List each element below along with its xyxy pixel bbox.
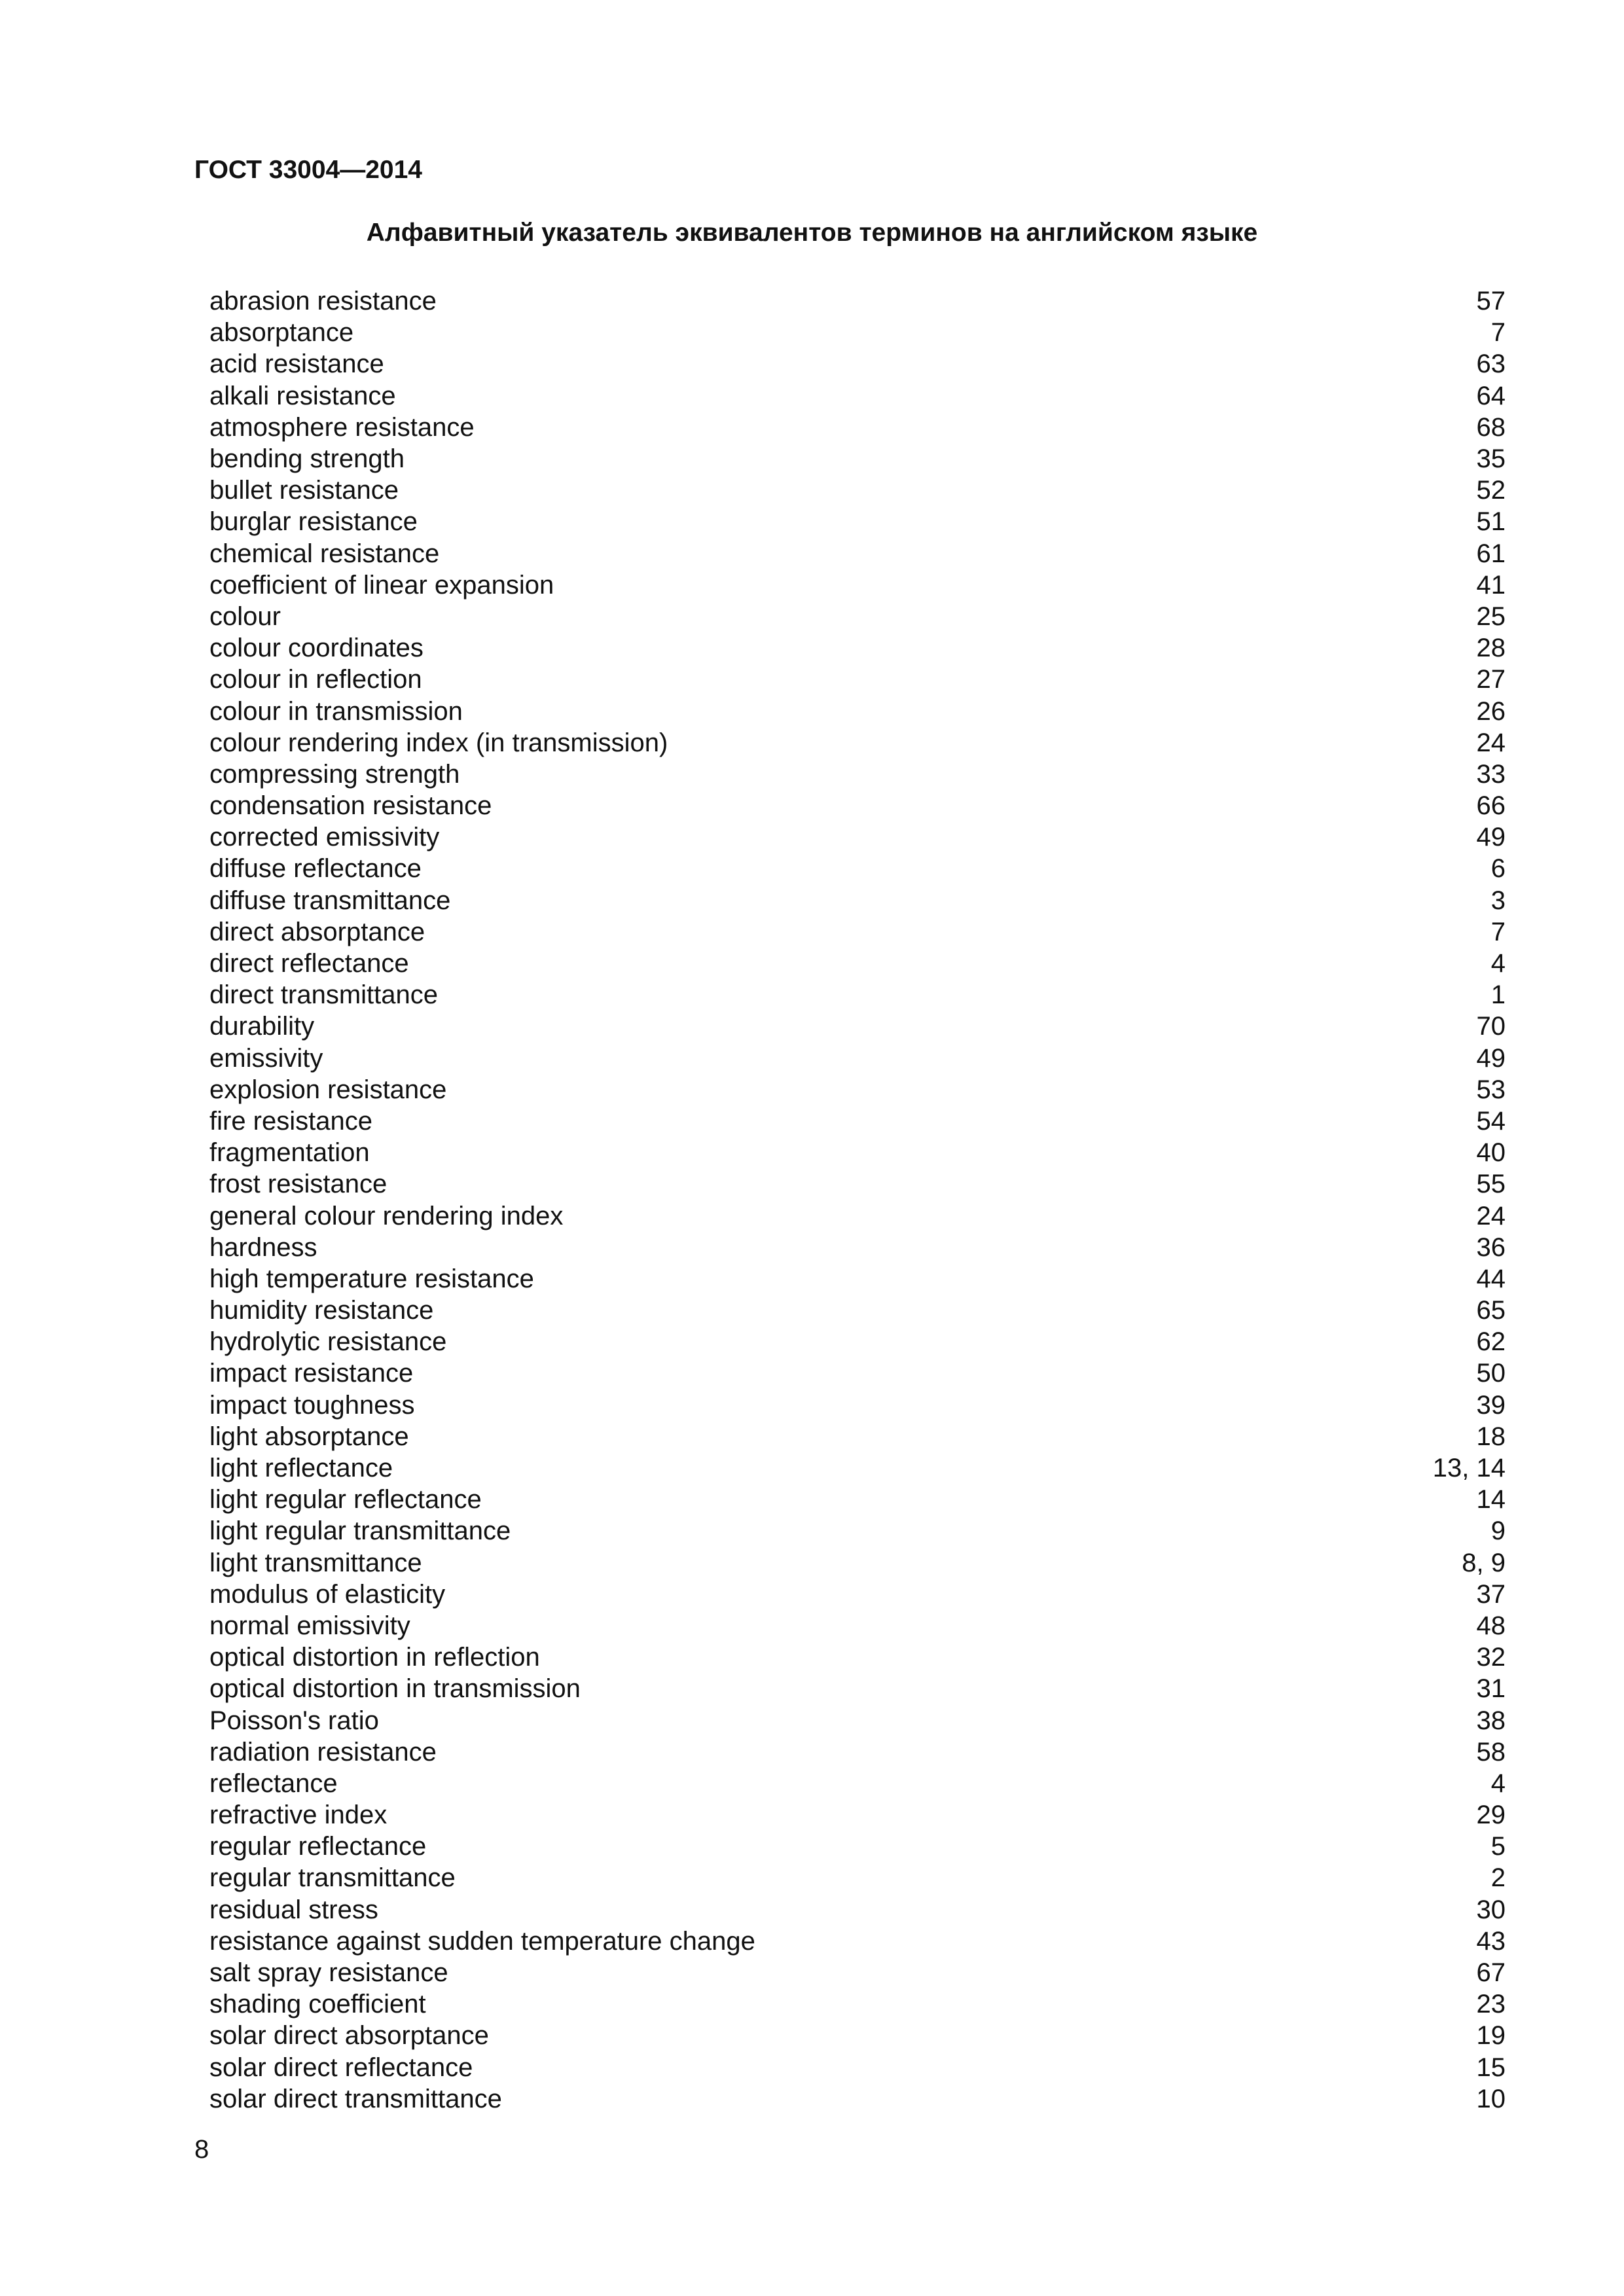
index-reference-number: 1 xyxy=(1490,980,1506,1010)
index-term: reflectance xyxy=(209,1768,338,1798)
index-term: explosion resistance xyxy=(209,1075,447,1104)
index-term: alkali resistance xyxy=(209,381,396,410)
index-entry xyxy=(209,1484,1506,1515)
index-term: bending strength xyxy=(209,444,405,474)
index-entry xyxy=(209,759,1506,790)
index-entry xyxy=(209,2020,1506,2051)
index-term: shading coefficient xyxy=(209,1990,426,2019)
index-entry xyxy=(209,569,1506,601)
index-reference-number: 68 xyxy=(1476,412,1506,442)
index-term: high temperature resistance xyxy=(209,1264,534,1293)
index-term: colour in transmission xyxy=(209,696,463,726)
index-reference-number: 55 xyxy=(1476,1170,1506,1199)
index-reference-number: 48 xyxy=(1476,1611,1506,1640)
index-entry xyxy=(209,1263,1506,1295)
index-reference-number: 4 xyxy=(1490,949,1506,978)
index-entry xyxy=(209,1421,1506,1452)
index-term: burglar resistance xyxy=(209,507,418,537)
index-entry xyxy=(209,538,1506,569)
index-reference-number: 51 xyxy=(1476,507,1506,537)
index-entry xyxy=(209,1515,1506,1547)
index-term: colour coordinates xyxy=(209,634,424,663)
index-entry xyxy=(209,1200,1506,1231)
index-reference-number: 6 xyxy=(1490,854,1506,884)
index-term: durability xyxy=(209,1012,315,1041)
index-reference-number: 54 xyxy=(1476,1106,1506,1136)
index-term: refractive index xyxy=(209,1801,388,1830)
index-reference-number: 3 xyxy=(1490,886,1506,915)
index-term: condensation resistance xyxy=(209,791,492,821)
index-entry xyxy=(209,1357,1506,1389)
index-reference-number: 43 xyxy=(1476,1926,1506,1956)
index-term: salt spray resistance xyxy=(209,1958,448,1988)
index-term: regular transmittance xyxy=(209,1863,456,1893)
page-number: 8 xyxy=(194,2135,209,2164)
index-term: emissivity xyxy=(209,1043,323,1073)
index-reference-number: 33 xyxy=(1476,759,1506,789)
index-term: hydrolytic resistance xyxy=(209,1327,447,1357)
index-reference-number: 26 xyxy=(1476,696,1506,726)
index-reference-number: 40 xyxy=(1476,1138,1506,1168)
index-term: humidity resistance xyxy=(209,1296,434,1325)
index-entry xyxy=(209,948,1506,979)
index-entry xyxy=(209,506,1506,537)
index-entry xyxy=(209,380,1506,412)
index-term: direct reflectance xyxy=(209,949,409,978)
index-reference-number: 49 xyxy=(1476,1043,1506,1073)
index-term: diffuse reflectance xyxy=(209,854,422,884)
index-term: light regular reflectance xyxy=(209,1485,482,1515)
index-reference-number: 62 xyxy=(1476,1327,1506,1357)
index-entry xyxy=(209,885,1506,916)
index-entry xyxy=(209,348,1506,380)
index-reference-number: 52 xyxy=(1476,476,1506,505)
index-entry xyxy=(209,1862,1506,1893)
index-reference-number: 27 xyxy=(1476,665,1506,694)
index-term: light regular transmittance xyxy=(209,1516,511,1546)
index-term: light absorptance xyxy=(209,1422,409,1451)
index-term: fragmentation xyxy=(209,1138,370,1168)
index-reference-number: 67 xyxy=(1476,1958,1506,1988)
index-entry xyxy=(209,695,1506,726)
index-reference-number: 7 xyxy=(1490,917,1506,946)
index-entry xyxy=(209,1641,1506,1673)
index-term: Poisson's ratio xyxy=(209,1706,379,1735)
index-reference-number: 10 xyxy=(1476,2084,1506,2113)
index-entry xyxy=(209,1168,1506,1200)
index-entry xyxy=(209,1957,1506,1988)
index-entry xyxy=(209,1326,1506,1357)
index-reference-number: 41 xyxy=(1476,570,1506,600)
index-reference-number: 18 xyxy=(1476,1422,1506,1451)
index-term: colour xyxy=(209,601,281,631)
index-reference-number: 15 xyxy=(1476,2053,1506,2082)
index-entry xyxy=(209,2052,1506,2083)
index-entry xyxy=(209,1547,1506,1579)
index-term: abrasion resistance xyxy=(209,287,437,316)
index-reference-number: 14 xyxy=(1476,1485,1506,1515)
index-term: resistance against sudden temperature change xyxy=(209,1926,755,1956)
index-reference-number: 19 xyxy=(1476,2021,1506,2051)
index-entry xyxy=(209,664,1506,695)
term-index-list xyxy=(209,285,1506,2115)
index-term: optical distortion in transmission xyxy=(209,1674,581,1704)
index-reference-number: 2 xyxy=(1490,1863,1506,1893)
index-reference-number: 4 xyxy=(1490,1768,1506,1798)
index-term: acid resistance xyxy=(209,350,384,379)
index-reference-number: 29 xyxy=(1476,1801,1506,1830)
index-reference-number: 64 xyxy=(1476,381,1506,410)
index-entry xyxy=(209,1452,1506,1484)
index-entry xyxy=(209,285,1506,317)
index-term: corrected emissivity xyxy=(209,823,440,852)
index-term: chemical resistance xyxy=(209,539,440,568)
index-term: light reflectance xyxy=(209,1454,393,1483)
index-entry xyxy=(209,1137,1506,1168)
index-reference-number: 31 xyxy=(1476,1674,1506,1704)
index-term: direct transmittance xyxy=(209,980,439,1010)
index-term: impact toughness xyxy=(209,1390,415,1420)
index-reference-number: 39 xyxy=(1476,1390,1506,1420)
index-entry xyxy=(209,1011,1506,1042)
index-entry xyxy=(209,727,1506,759)
index-reference-number: 28 xyxy=(1476,634,1506,663)
index-term: solar direct transmittance xyxy=(209,2084,502,2113)
document-code: ГОСТ 33004—2014 xyxy=(194,156,422,184)
index-entry xyxy=(209,1926,1506,1957)
index-term: regular reflectance xyxy=(209,1832,427,1861)
index-term: colour rendering index (in transmission) xyxy=(209,728,668,757)
index-entry xyxy=(209,1736,1506,1768)
index-term: residual stress xyxy=(209,1895,378,1924)
index-reference-number: 63 xyxy=(1476,350,1506,379)
index-reference-number: 8, 9 xyxy=(1462,1548,1506,1577)
index-entry xyxy=(209,317,1506,348)
index-entry xyxy=(209,412,1506,443)
index-reference-number: 53 xyxy=(1476,1075,1506,1104)
index-entry xyxy=(209,475,1506,506)
index-entry xyxy=(209,1295,1506,1326)
index-entry xyxy=(209,601,1506,632)
index-entry xyxy=(209,2083,1506,2115)
index-reference-number: 38 xyxy=(1476,1706,1506,1735)
index-reference-number: 66 xyxy=(1476,791,1506,821)
index-term: hardness xyxy=(209,1232,317,1262)
index-reference-number: 13, 14 xyxy=(1432,1454,1506,1483)
index-term: general colour rendering index xyxy=(209,1201,564,1230)
index-entry xyxy=(209,1579,1506,1610)
index-reference-number: 5 xyxy=(1490,1832,1506,1861)
index-entry xyxy=(209,853,1506,884)
index-term: absorptance xyxy=(209,318,354,348)
index-entry xyxy=(209,443,1506,475)
index-reference-number: 35 xyxy=(1476,444,1506,474)
index-term: normal emissivity xyxy=(209,1611,410,1640)
index-entry xyxy=(209,1894,1506,1926)
index-entry xyxy=(209,1988,1506,2020)
index-term: fire resistance xyxy=(209,1106,372,1136)
index-term: colour in reflection xyxy=(209,665,422,694)
index-reference-number: 32 xyxy=(1476,1643,1506,1672)
index-reference-number: 23 xyxy=(1476,1990,1506,2019)
index-reference-number: 57 xyxy=(1476,287,1506,316)
index-reference-number: 30 xyxy=(1476,1895,1506,1924)
index-entry xyxy=(209,1043,1506,1074)
index-reference-number: 70 xyxy=(1476,1012,1506,1041)
index-title: Алфавитный указатель эквивалентов терминов на английском языке xyxy=(366,219,1258,247)
index-term: coefficient of linear expansion xyxy=(209,570,554,600)
index-entry xyxy=(209,916,1506,948)
index-reference-number: 49 xyxy=(1476,823,1506,852)
index-entry xyxy=(209,790,1506,821)
index-entry xyxy=(209,1105,1506,1137)
index-reference-number: 36 xyxy=(1476,1232,1506,1262)
index-term: solar direct reflectance xyxy=(209,2053,473,2082)
index-entry xyxy=(209,1074,1506,1105)
index-term: frost resistance xyxy=(209,1170,388,1199)
index-entry xyxy=(209,632,1506,664)
index-entry xyxy=(209,1673,1506,1704)
index-reference-number: 7 xyxy=(1490,318,1506,348)
index-term: solar direct absorptance xyxy=(209,2021,489,2051)
index-reference-number: 24 xyxy=(1476,1201,1506,1230)
index-entry xyxy=(209,979,1506,1011)
index-term: radiation resistance xyxy=(209,1737,437,1767)
index-reference-number: 25 xyxy=(1476,601,1506,631)
index-term: light transmittance xyxy=(209,1548,422,1577)
index-term: bullet resistance xyxy=(209,476,399,505)
index-reference-number: 65 xyxy=(1476,1296,1506,1325)
index-entry xyxy=(209,1799,1506,1831)
index-term: direct absorptance xyxy=(209,917,425,946)
index-reference-number: 58 xyxy=(1476,1737,1506,1767)
index-term: atmosphere resistance xyxy=(209,412,475,442)
index-entry xyxy=(209,821,1506,853)
index-entry xyxy=(209,1232,1506,1263)
index-term: optical distortion in reflection xyxy=(209,1643,540,1672)
index-term: modulus of elasticity xyxy=(209,1579,446,1609)
index-reference-number: 24 xyxy=(1476,728,1506,757)
index-term: diffuse transmittance xyxy=(209,886,451,915)
index-reference-number: 50 xyxy=(1476,1359,1506,1388)
index-entry xyxy=(209,1390,1506,1421)
index-reference-number: 44 xyxy=(1476,1264,1506,1293)
index-entry xyxy=(209,1704,1506,1736)
index-reference-number: 37 xyxy=(1476,1579,1506,1609)
index-entry xyxy=(209,1831,1506,1862)
index-entry xyxy=(209,1768,1506,1799)
index-term: impact resistance xyxy=(209,1359,414,1388)
index-term: compressing strength xyxy=(209,759,460,789)
index-entry xyxy=(209,1610,1506,1641)
index-reference-number: 61 xyxy=(1476,539,1506,568)
index-reference-number: 9 xyxy=(1490,1516,1506,1546)
